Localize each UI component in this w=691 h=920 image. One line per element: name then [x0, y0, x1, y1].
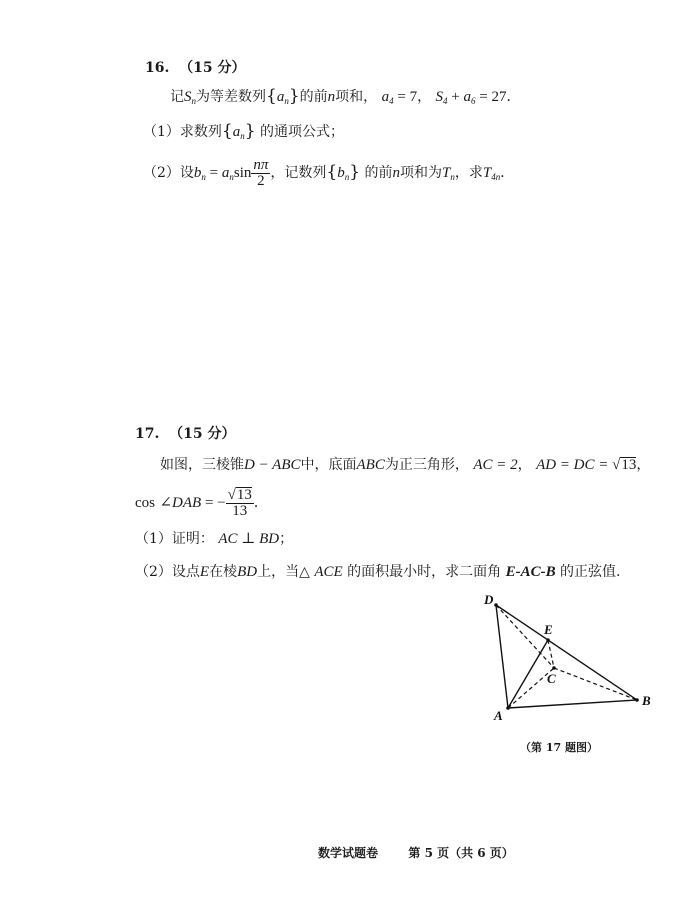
problem-number: 16. — [145, 60, 170, 76]
edge-AB — [508, 700, 637, 708]
text: 在棱 — [209, 564, 238, 580]
problem-17-statement-line-2 — [135, 485, 268, 521]
problem-17-statement-line-1 — [160, 455, 650, 475]
text: ， — [636, 457, 651, 473]
math-seq: $b_n$ — [337, 165, 350, 182]
math-perp: AC ⊥ BD — [218, 531, 280, 547]
text: ， — [417, 89, 432, 105]
math-T4n: $T_{4n}$ — [482, 165, 501, 182]
math-BD: BD — [237, 564, 258, 580]
math-ac: AC = 2 — [473, 457, 518, 473]
text: 项和， — [335, 89, 378, 105]
text: ； — [279, 531, 294, 547]
edge-DB — [496, 605, 637, 700]
vertex-label-D: D — [484, 592, 494, 607]
math-sin: sin — [233, 165, 252, 181]
math-cond1: $a_4$ — [381, 89, 394, 106]
text: 证明： — [171, 531, 214, 547]
part-label: （1） — [143, 124, 180, 140]
edge-DA — [496, 605, 508, 708]
problem-16-part-1: （1）求数列$\{a_n\}$ 的通项公式； — [143, 121, 345, 141]
math-sqrt: √13 — [612, 457, 637, 473]
problem-17-part-1 — [135, 529, 293, 549]
text: 为正三角形， — [384, 457, 469, 473]
math-base: ABC — [356, 457, 385, 473]
text: 中，底面 — [300, 457, 357, 473]
edge-CB — [554, 668, 637, 700]
text: 的面积最小时，求二面角 — [347, 564, 502, 580]
fraction: $\frac{n\pi}{2}$ — [253, 156, 269, 189]
text: 项和为 — [400, 165, 443, 181]
vertex-label-B: B — [642, 693, 651, 708]
math-eq: = − — [201, 495, 226, 511]
text: ． — [253, 495, 268, 511]
problem-17-part-2 — [135, 562, 621, 582]
problem-17-header — [135, 424, 235, 444]
math-a: $a_n$ — [221, 165, 234, 182]
vertex-label-A: A — [494, 708, 503, 723]
figure-caption: （第 17 题图） — [520, 741, 598, 754]
vertex-label-E: E — [544, 622, 553, 637]
edge-AC — [508, 668, 554, 708]
math-dihedral: E-AC-B — [505, 564, 556, 580]
page-footer — [318, 843, 514, 863]
math-eq: = — [205, 165, 222, 181]
problem-number: 17. — [135, 426, 160, 442]
math-S: $S_n$ — [184, 89, 196, 106]
part-label: （1） — [135, 531, 172, 547]
text: 求数列 — [179, 124, 222, 140]
math-n: n — [327, 89, 336, 105]
footer-page-number: 第 5 页（共 6 页） — [408, 846, 514, 860]
math-angle: ∠DAB — [159, 495, 202, 511]
text: 的正弦值. — [560, 564, 621, 580]
math-seq: $a_n$ — [276, 89, 289, 106]
problem-16-header — [145, 58, 245, 78]
text: 上，当△ — [257, 564, 310, 580]
edge-EC — [548, 640, 554, 668]
math-cond2-rhs: = 27 — [475, 89, 507, 105]
math-cond2: $S_4$ — [435, 89, 448, 106]
text: 设点 — [171, 564, 200, 580]
math-seq: $a_n$ — [232, 124, 245, 141]
problem-points: （15 分） — [179, 60, 246, 76]
part-label: （2） — [143, 165, 180, 181]
footer-subject: 数学试题卷 — [318, 846, 379, 860]
math-pyramid: D − ABC — [244, 457, 301, 473]
edge-DC — [496, 605, 554, 668]
text: 的前 — [299, 89, 328, 105]
math-ad: AD = DC = — [536, 457, 613, 473]
math-n: n — [392, 165, 401, 181]
vertex-label-C: C — [547, 671, 556, 686]
text: ，求 — [454, 165, 483, 181]
math-plus: + — [447, 89, 464, 105]
math-b: $b_n$ — [193, 165, 206, 182]
math-a6: $a_6$ — [463, 89, 476, 106]
math-T: $T_n$ — [442, 165, 455, 182]
text: ， — [517, 457, 532, 473]
part-label: （2） — [135, 564, 172, 580]
text: 的通项公式； — [260, 124, 345, 140]
text: ． — [500, 165, 515, 181]
text: 设 — [179, 165, 194, 181]
math-E: E — [199, 564, 210, 580]
problem-16-part-2: （2）设$b_n = a_n\sin$ $\frac{n\pi}{2}$ ，记数列$\{b_n\}$ 的前n项和为$T_n$，求$T_{4n}$． — [143, 156, 515, 189]
problem-points: （15 分） — [169, 426, 236, 442]
text: 记 — [170, 89, 184, 105]
text: 如图，三棱锥 — [160, 457, 244, 473]
text: ． — [506, 89, 521, 105]
edge-AE — [508, 640, 548, 708]
text: ，记数列 — [270, 165, 327, 181]
problem-16-statement: 记$S_n$为等差数列$\{a_n\}$的前n项和， $a_4 = 7$， $S_4 + a_6 = 27$． — [170, 86, 521, 106]
math-cond1-rhs: = 7 — [393, 89, 418, 105]
math-ACE: ACE — [314, 564, 343, 580]
fraction: $\frac{√13}{13}$ — [227, 487, 252, 519]
text: 的前 — [360, 165, 393, 181]
text: 为等差数列 — [196, 89, 266, 105]
math-cos: cos — [135, 495, 155, 511]
